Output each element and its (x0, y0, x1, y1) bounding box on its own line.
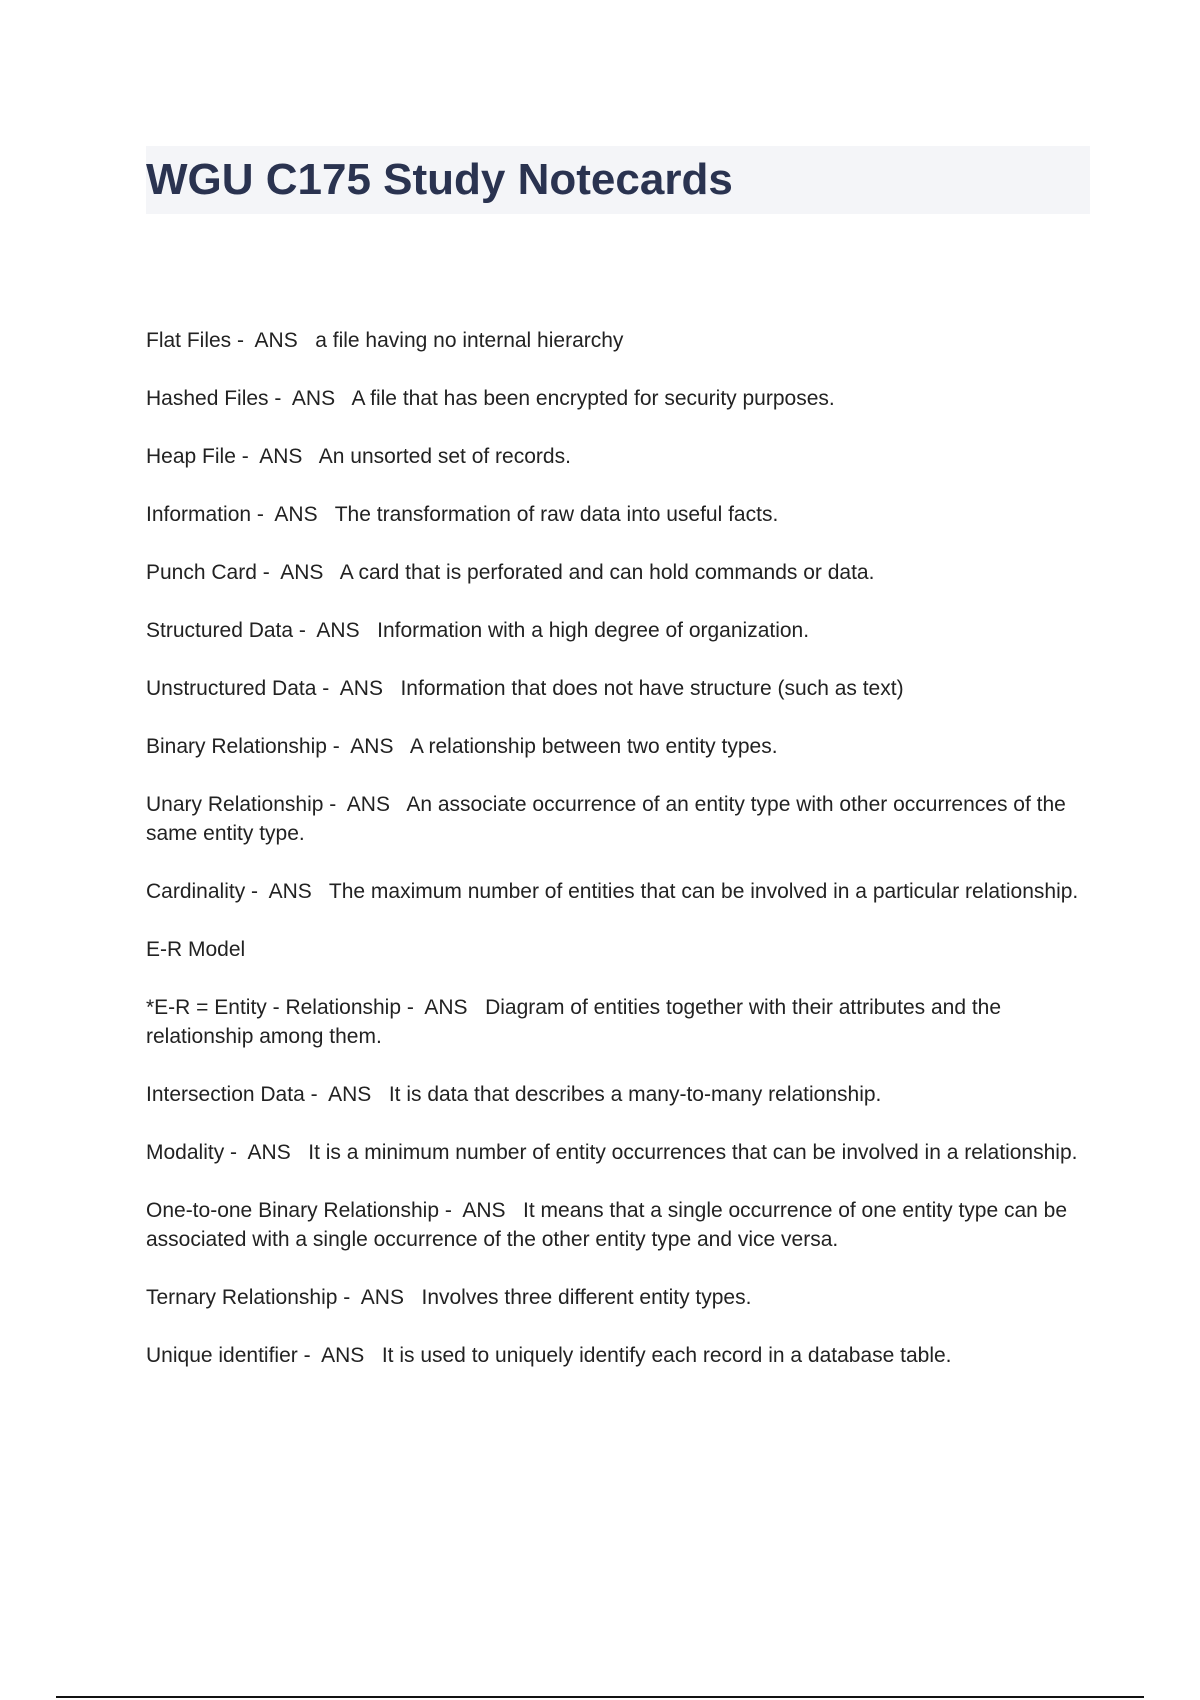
ans-marker: ANS (346, 793, 390, 816)
ans-marker: ANS (259, 445, 303, 468)
notecard-entry: Ternary Relationship - ANS Involves three different entity types. (146, 1286, 752, 1309)
footer-divider (56, 1696, 1144, 1698)
notecard-entry: Cardinality - ANS The maximum number of entities that can be involved in a particular relationship. (146, 880, 1079, 903)
notecard-entry: Flat Files - ANS a file having no internal hierarchy (146, 329, 624, 352)
ans-marker: ANS (328, 1083, 372, 1106)
entry-term: One-to-one Binary Relationship (146, 1199, 439, 1222)
entry-term: Unique identifier (146, 1344, 298, 1367)
ans-marker: ANS (254, 329, 298, 352)
entry-answer: a file having no internal hierarchy (315, 329, 624, 352)
notecard-entry: Punch Card - ANS A card that is perforated and can hold commands or data. (146, 561, 875, 584)
ans-marker: ANS (462, 1199, 506, 1222)
entry-answer: Information with a high degree of organization. (377, 619, 810, 642)
ans-marker: ANS (350, 735, 394, 758)
ans-marker: ANS (280, 561, 324, 584)
notecard-entry: Heap File - ANS An unsorted set of records. (146, 445, 571, 468)
ans-marker: ANS (291, 387, 336, 410)
entry-answer: A card that is perforated and can hold commands or data. (339, 561, 875, 584)
entry-answer: An unsorted set of records. (318, 445, 571, 468)
entry-answer: A file that has been encrypted for security purposes. (351, 387, 835, 410)
ans-marker: ANS (274, 503, 318, 526)
entry-answer: A relationship between two entity types. (409, 735, 778, 758)
ans-marker: ANS (316, 619, 360, 642)
page-title: WGU C175 Study Notecards (146, 155, 733, 204)
entry-term: Structured Data (146, 619, 294, 642)
entry-term: Intersection Data (146, 1083, 305, 1106)
entry-term: Flat Files (146, 329, 232, 352)
notecard-entry: Binary Relationship - ANS A relationship between two entity types. (146, 735, 778, 758)
entry-term: Cardinality (146, 880, 246, 903)
entry-answer: Information that does not have structure (such as text) (400, 677, 904, 700)
entry-term: Information (146, 503, 252, 526)
entry-answer: An associate occurrence of an entity type with other occurrences of the same entity type. (146, 793, 1066, 845)
notecard-entry: Intersection Data - ANS It is data that describes a many-to-many relationship. (146, 1083, 882, 1106)
entry-answer: Involves three different entity types. (421, 1286, 752, 1309)
ans-marker: ANS (321, 1344, 365, 1367)
entry-answer: It is used to uniquely identify each record in a database table. (381, 1344, 952, 1367)
entry-answer: Diagram of entities together with their attributes and the relationship among them. (146, 996, 1002, 1048)
entry-term: Unary Relationship (146, 793, 324, 816)
ans-marker: ANS (247, 1141, 291, 1164)
entry-answer: It means that a single occurrence of one entity type can be associated with a single occurrence of the other entity type and vice versa. (146, 1199, 1068, 1251)
entry-answer: The transformation of raw data into useful facts. (334, 503, 779, 526)
ans-marker: ANS (424, 996, 468, 1019)
ans-marker: ANS (339, 677, 383, 700)
entry-answer: It is data that describes a many-to-many relationship. (388, 1083, 882, 1106)
entry-term: Hashed Files (146, 387, 269, 410)
entry-term: Heap File (146, 445, 236, 468)
entry-term: Punch Card (146, 561, 257, 584)
entry-term: Binary Relationship (146, 735, 327, 758)
notecard-entry: Unstructured Data - ANS Information that does not have structure (such as text) (146, 677, 904, 700)
notecard-entry: Unary Relationship - ANS An associate occurrence of an entity type with other occurrences of the same entity type. (146, 793, 1066, 845)
title-banner (146, 146, 1090, 214)
notecard-entry: Structured Data - ANS Information with a high degree of organization. (146, 619, 810, 642)
entry-term: *E-R = Entity - Relationship (146, 996, 402, 1019)
ans-marker: ANS (268, 880, 312, 903)
section-label-er-model: E-R Model (146, 938, 246, 961)
notecard-entry: *E-R = Entity - Relationship - ANS Diagram of entities together with their attributes and the relationship among them. (146, 996, 1002, 1048)
entry-term: Ternary Relationship (146, 1286, 338, 1309)
ans-marker: ANS (360, 1286, 404, 1309)
entry-term: Unstructured Data (146, 677, 317, 700)
notecard-entry: Modality - ANS It is a minimum number of entity occurrences that can be involved in a relationship. (146, 1141, 1078, 1164)
notecard-entry: One-to-one Binary Relationship - ANS It means that a single occurrence of one entity type can be associated with a single occurrence of the other entity type and vice versa. (146, 1199, 1068, 1251)
entry-term: Modality (146, 1141, 225, 1164)
entry-answer: It is a minimum number of entity occurrences that can be involved in a relationship. (308, 1141, 1078, 1164)
notecard-list (146, 326, 1096, 1399)
notecard-entry: Unique identifier - ANS It is used to uniquely identify each record in a database table. (146, 1344, 952, 1367)
notecard-entry: Information - ANS The transformation of raw data into useful facts. (146, 503, 779, 526)
entry-answer: The maximum number of entities that can be involved in a particular relationship. (328, 880, 1079, 903)
notecard-entry: Hashed Files - ANS A file that has been encrypted for security purposes. (146, 387, 835, 410)
